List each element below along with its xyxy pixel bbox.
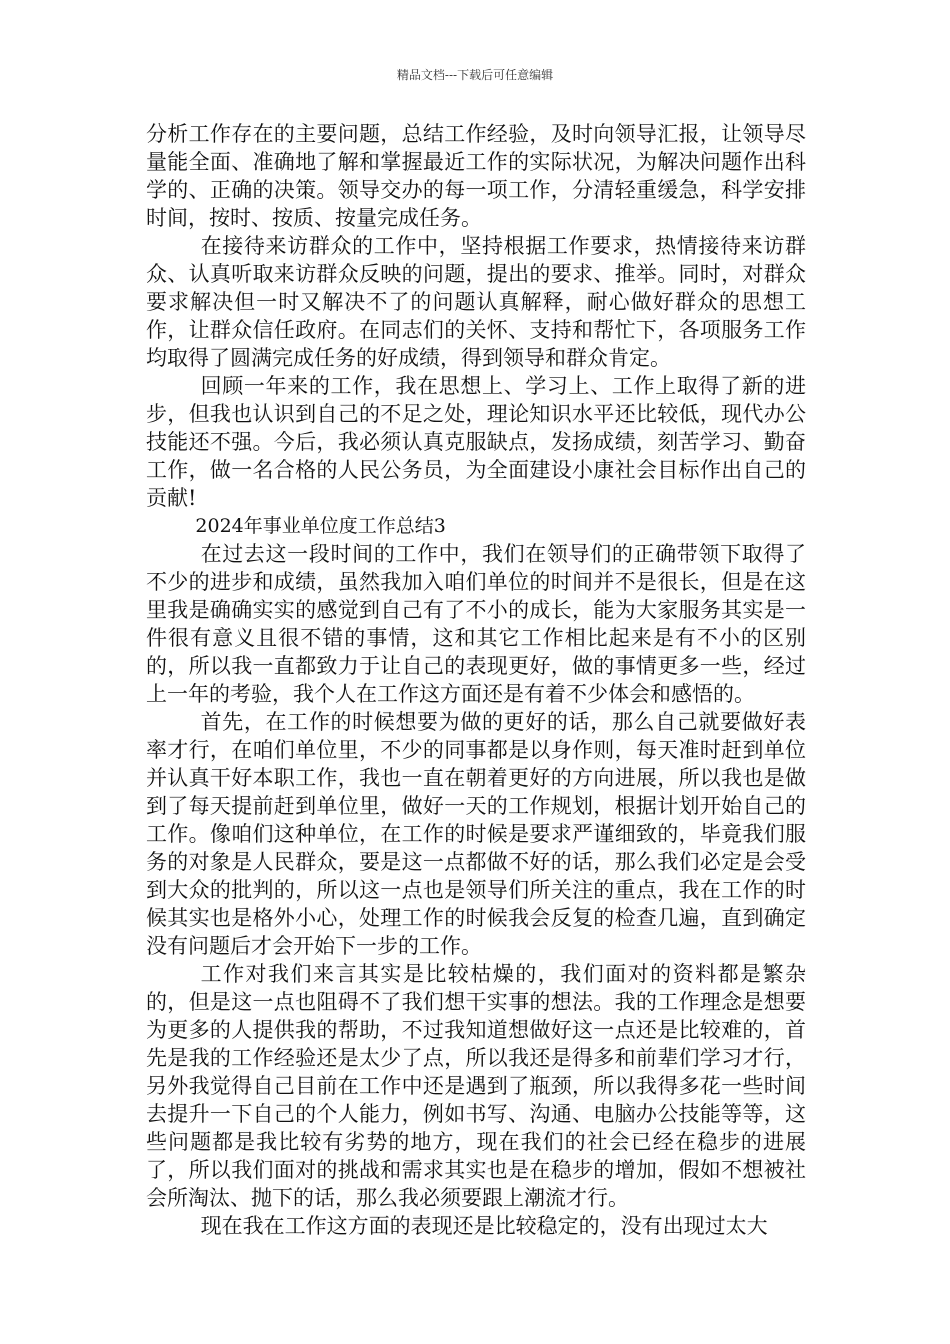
page-header: 精品文档---下载后可任意编辑 [396,68,554,82]
paragraph: 回顾一年来的工作，我在思想上、学习上、工作上取得了新的进步，但我也认识到自己的不足之处，理论知识水平还比较低，现代办公技能还不强。今后，我必须认真克服缺点，发扬成绩，刻苦学习、勤奋工作，做一名合格的人民公务员，为全面建设小康社会目标作出自己的贡献! [146,374,806,510]
section-title: 2024年事业单位度工作总结3 [195,515,446,537]
paragraph: 工作对我们来言其实是比较枯燥的，我们面对的资料都是繁杂的，但是这一点也阻碍不了我们想干实事的想法。我的工作理念是想要为更多的人提供我的帮助，不过我知道想做好这一点还是比较难的，首先是我的工作经验还是太少了点，所以我还是得多和前辈们学习才行，另外我觉得自己目前在工作中还是遇到了瓶颈，所以我得多花一些时间去提升一下自己的个人能力，例如书写、沟通、电脑办公技能等等，这些问题都是我比较有劣势的地方，现在我们的社会已经在稳步的进展了，所以我们面对的挑战和需求其实也是在稳步的增加，假如不想被社会所淘汰、抛下的话，那么我必须要跟上潮流才行。 [146,962,806,1210]
paragraph: 在过去这一段时间的工作中，我们在领导们的正确带领下取得了不少的进步和成绩，虽然我加入咱们单位的时间并不是很长，但是在这里我是确确实实的感觉到自己有了不小的成长，能为大家服务其实是一件很有意义且很不错的事情，这和其它工作相比起来是有不小的区别的，所以我一直都致力于让自己的表现更好，做的事情更多一些，经过上一年的考验，我个人在工作这方面还是有着不少体会和感悟的。 [146,542,806,706]
paragraph: 现在我在工作这方面的表现还是比较稳定的，没有出现过太大 [200,1214,768,1238]
document-body [146,120,806,1240]
paragraph: 在接待来访群众的工作中，坚持根据工作要求，热情接待来访群众、认真听取来访群众反映的问题，提出的要求、推举。同时，对群众要求解决但一时又解决不了的问题认真解释，耐心做好群众的思想工作，让群众信任政府。在同志们的关怀、支持和帮忙下，各项服务工作均取得了圆满完成任务的好成绩，得到领导和群众肯定。 [146,234,806,370]
paragraph: 分析工作存在的主要问题，总结工作经验，及时向领导汇报，让领导尽量能全面、准确地了解和掌握最近工作的实际状况，为解决问题作出科学的、正确的决策。领导交办的每一项工作，分清轻重缓急，科学安排时间，按时、按质、按量完成任务。 [146,122,806,230]
paragraph: 首先，在工作的时候想要为做的更好的话，那么自己就要做好表率才行，在咱们单位里，不少的同事都是以身作则，每天准时赶到单位并认真干好本职工作，我也一直在朝着更好的方向进展，所以我也是做到了每天提前赶到单位里，做好一天的工作规划，根据计划开始自己的工作。像咱们这种单位，在工作的时候是要求严谨细致的，毕竟我们服务的对象是人民群众，要是这一点都做不好的话，那么我们必定是会受到大众的批判的，所以这一点也是领导们所关注的重点，我在工作的时候其实也是格外小心，处理工作的时候我会反复的检查几遍，直到确定没有问题后才会开始下一步的工作。 [146,710,806,958]
